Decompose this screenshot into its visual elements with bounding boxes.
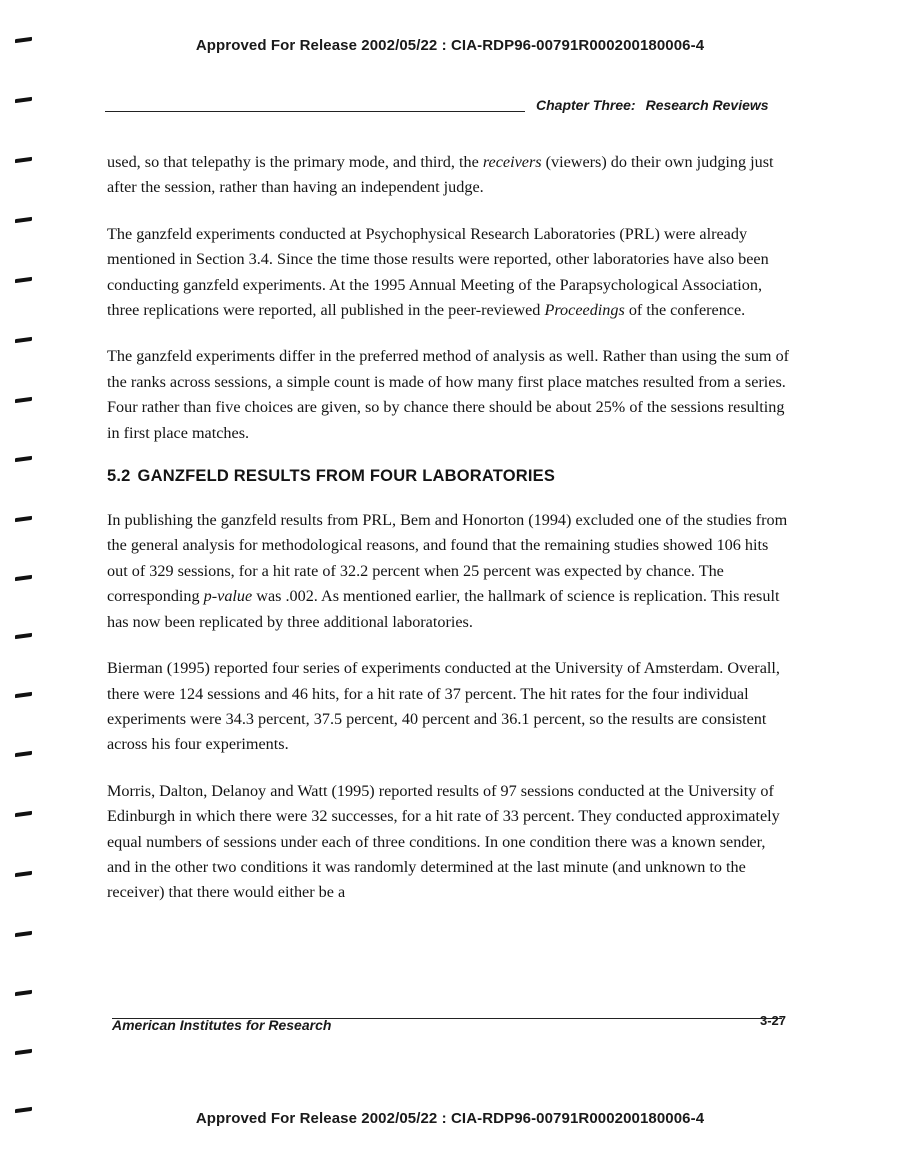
chapter-label: Chapter Three:: [536, 97, 636, 113]
section-number: 5.2: [107, 467, 131, 486]
body-text: [107, 150, 792, 927]
term-proceedings: Proceedings: [544, 301, 625, 320]
binding-mark: [15, 1049, 32, 1055]
paragraph-3: The ganzfeld experiments differ in the preferred method of analysis as well. Rather than using the sum of the ranks across sessions, a simple count is made of how many first place matches resulted from a series. Four rather than five choices are given, so by chance there should be about 25% of the sessions resulting in first place matches.: [107, 347, 790, 442]
binding-mark: [15, 516, 32, 522]
binding-mark: [15, 575, 32, 581]
binding-mark: [15, 692, 32, 698]
binding-mark: [15, 97, 32, 103]
page-number: 3-27: [760, 1013, 787, 1028]
binding-mark: [15, 337, 32, 343]
binding-mark: [15, 157, 32, 163]
binding-mark: [15, 931, 32, 937]
chapter-title: Research Reviews: [645, 97, 769, 113]
term-p-value: p-value: [203, 587, 253, 606]
binding-mark: [15, 633, 32, 639]
binding-mark: [15, 397, 32, 403]
paragraph-2: The ganzfeld experiments conducted at Psychophysical Research Laboratories (PRL) were already mentioned in Section 3.4. Since the time those results were reported, other laboratories have also been conducting ganzfeld experiments. At the 1995 Annual Meeting of the Parapsychological Association, three replications were reported, all published in the peer-reviewed Proceedings of the conference.: [107, 224, 769, 320]
binding-mark: [15, 456, 32, 462]
binding-mark: [15, 990, 32, 996]
binding-mark: [15, 751, 32, 757]
binding-mark: [15, 811, 32, 817]
section-heading: [107, 467, 792, 486]
section-title: GANZFELD RESULTS FROM FOUR LABORATORIES: [137, 467, 556, 486]
footer-organization: American Institutes for Research: [112, 1017, 332, 1033]
binding-mark: [15, 277, 32, 283]
binding-mark: [15, 871, 32, 877]
chapter-header: [536, 97, 769, 113]
paragraph-4: In publishing the ganzfeld results from PRL, Bem and Honorton (1994) excluded one of the studies from the general analysis for methodological reasons, and found that the remaining studies showed 106 hits out of 329 sessions, for a hit rate of 32.2 percent when 25 percent was expected by chance. The corresponding p-value was .002. As mentioned earlier, the hallmark of science is replication. This result has now been replicated by three additional laboratories.: [107, 511, 788, 631]
header-rule: [105, 111, 525, 112]
release-stamp-bottom: Approved For Release 2002/05/22 : CIA-RDP96-00791R000200180006-4: [195, 1110, 705, 1127]
release-stamp-top: Approved For Release 2002/05/22 : CIA-RDP96-00791R000200180006-4: [195, 37, 705, 54]
term-receivers: receivers: [482, 153, 542, 171]
binding-mark: [15, 37, 32, 43]
binding-mark: [15, 1107, 32, 1113]
binding-marks: [0, 0, 40, 1165]
binding-mark: [15, 217, 32, 223]
paragraph-1: used, so that telepathy is the primary mode, and third, the receivers (viewers) do their own judging just after the session, rather than having an independent judge.: [107, 153, 774, 197]
paragraph-6: Morris, Dalton, Delanoy and Watt (1995) reported results of 97 sessions conducted at the University of Edinburgh in which there were 32 successes, for a hit rate of 33 percent. They conducted approximately equal numbers of sessions under each of three conditions. In one condition there was a known sender, and in the other two conditions it was randomly determined at the last minute (and unknown to the receiver) that there would either be a: [107, 781, 780, 902]
paragraph-5: Bierman (1995) reported four series of experiments conducted at the University of Amsterdam. Overall, there were 124 sessions and 46 hits, for a hit rate of 37 percent. The hit rates for the four individual experiments were 34.3 percent, 37.5 percent, 40 percent and 36.1 percent, so the results are consistent across his four experiments.: [107, 659, 780, 754]
